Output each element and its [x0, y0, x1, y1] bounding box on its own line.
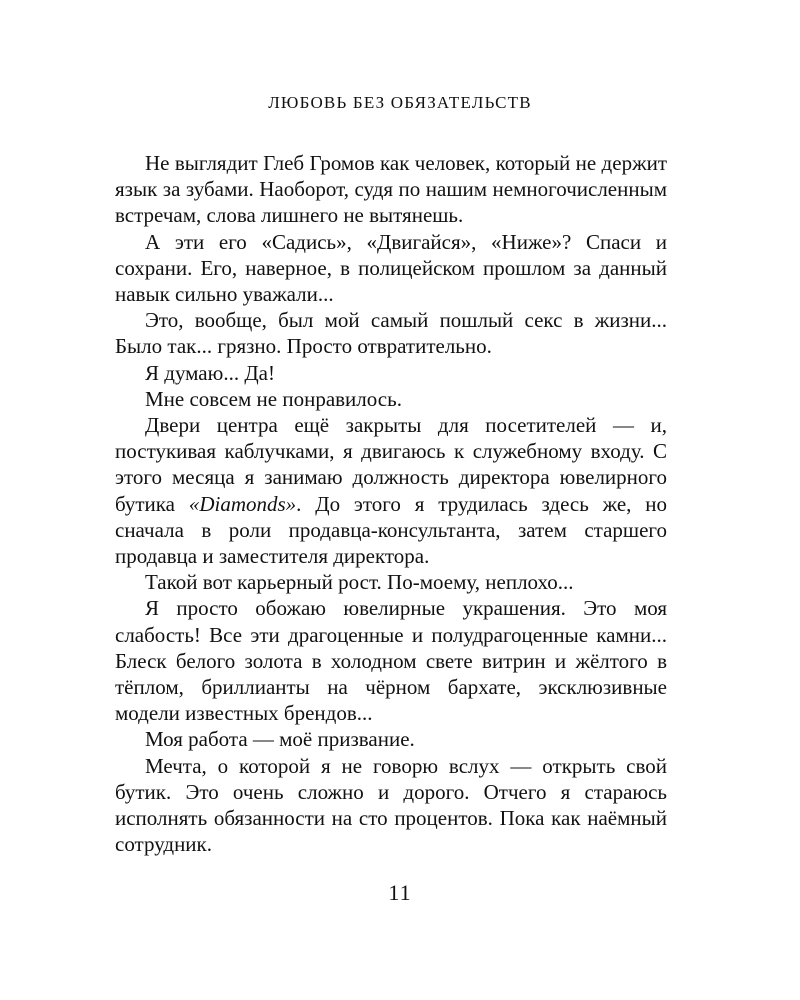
paragraph: Я просто обожаю ювелирные украшения. Это моя слабость! Все эти драгоценные и полудрагоценные камни... Блеск белого золота в холодном свете витрин и жёлтого в тёплом, бриллианты на чёрном бархате, эксклюзивные модели известных брендов...: [115, 596, 667, 726]
paragraph-text: . До этого я трудилась здесь же, но сначала в роли продавца-консультанта, затем старшего продавца и заместителя директора.: [115, 491, 667, 569]
paragraph: Такой вот карьерный рост. По-моему, неплохо...: [145, 570, 574, 595]
paragraph: Моя работа — моё призвание.: [145, 727, 415, 752]
paragraph: А эти его «Садись», «Двигайся», «Ниже»? Спаси и сохрани. Его, наверное, в полицейском прошлом за данный навык сильно уважали...: [115, 229, 667, 307]
paragraph: [115, 412, 667, 569]
brand-name: «Diamonds»: [188, 491, 297, 516]
running-title: ЛЮБОВЬ БЕЗ ОБЯЗАТЕЛЬСТВ: [268, 93, 532, 112]
paragraph: Это, вообще, был мой самый пошлый секс в жизни... Было так... грязно. Просто отвратительно.: [115, 308, 667, 359]
paragraph: Мечта, о которой я не говорю вслух — открыть свой бутик. Это очень сложно и дорого. Отчего я стараюсь исполнять обязанности на сто процентов. Пока как наёмный сотрудник.: [115, 753, 667, 857]
paragraph: Я думаю... Да!: [145, 360, 275, 385]
body-text: [115, 150, 667, 857]
page-number: 11: [388, 880, 412, 905]
paragraph: Не выглядит Глеб Громов как человек, который не держит язык за зубами. Наоборот, судя по нашим немногочисленным встречам, слова лишнего не вытянешь.: [115, 151, 667, 228]
paragraph-text: Двери центра ещё закрыты для посетителей — и, постукивая каблучками, я двигаюсь к служебному входу. С этого месяца я занимаю должность директора ювелирного бутика: [115, 413, 667, 516]
paragraph: Мне совсем не понравилось.: [145, 386, 402, 411]
